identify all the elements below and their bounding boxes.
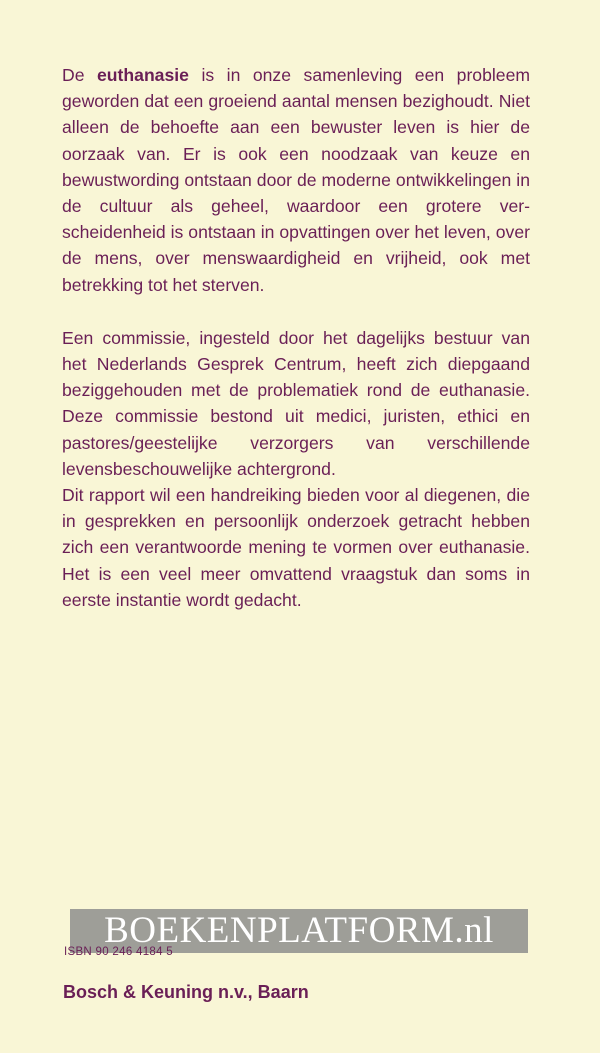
intro-prefix: De	[62, 65, 85, 85]
report-paragraph: Dit rapport wil een handreiking bieden voor al diegenen, die in gesprekken en persoonlijk onderzoek getracht hebben zich een verantwoorde mening te vormen over euthanasie. Het is een veel meer omvattend vraagstuk dan soms in eerste instantie wordt gedacht.	[62, 485, 530, 610]
publisher-name: Bosch & Keuning n.v., Baarn	[63, 982, 309, 1002]
isbn-number: ISBN 90 246 4184 5	[64, 946, 173, 958]
intro-keyword: euthanasie	[97, 65, 189, 85]
paragraph-gap	[62, 298, 530, 325]
back-cover-text	[62, 62, 530, 613]
intro-rest: is in onze samenleving een probleem geworden dat een groeiend aantal mensen bezighoudt. Niet alleen de behoefte aan een bewuster leven is hier de oorzaak van. Er is ook een noodzaak van keuze en bewustwording ontstaan door de moderne ontwikkelingen in de cultuur als geheel, waardoor een grotere verscheidenheid is ontstaan in opvattingen over het leven, over de mens, over menswaardigheid en vrijheid, ook met betrekking tot het sterven.	[62, 65, 531, 295]
watermark-logo: BOEKENPLATFORM.nl	[104, 910, 494, 951]
intro-paragraph	[62, 62, 530, 298]
commission-paragraph: Een commissie, ingesteld door het dagelijks bestuur van het Nederlands Gesprek Centrum, heeft zich diepgaand beziggehouden met de problematiek rond de euthanasie. Deze commissie bestond uit medici, juristen, ethici en pastores/geestelijke verzorgers van verschillende levensbeschouwelijke achtergrond.	[62, 327, 530, 479]
